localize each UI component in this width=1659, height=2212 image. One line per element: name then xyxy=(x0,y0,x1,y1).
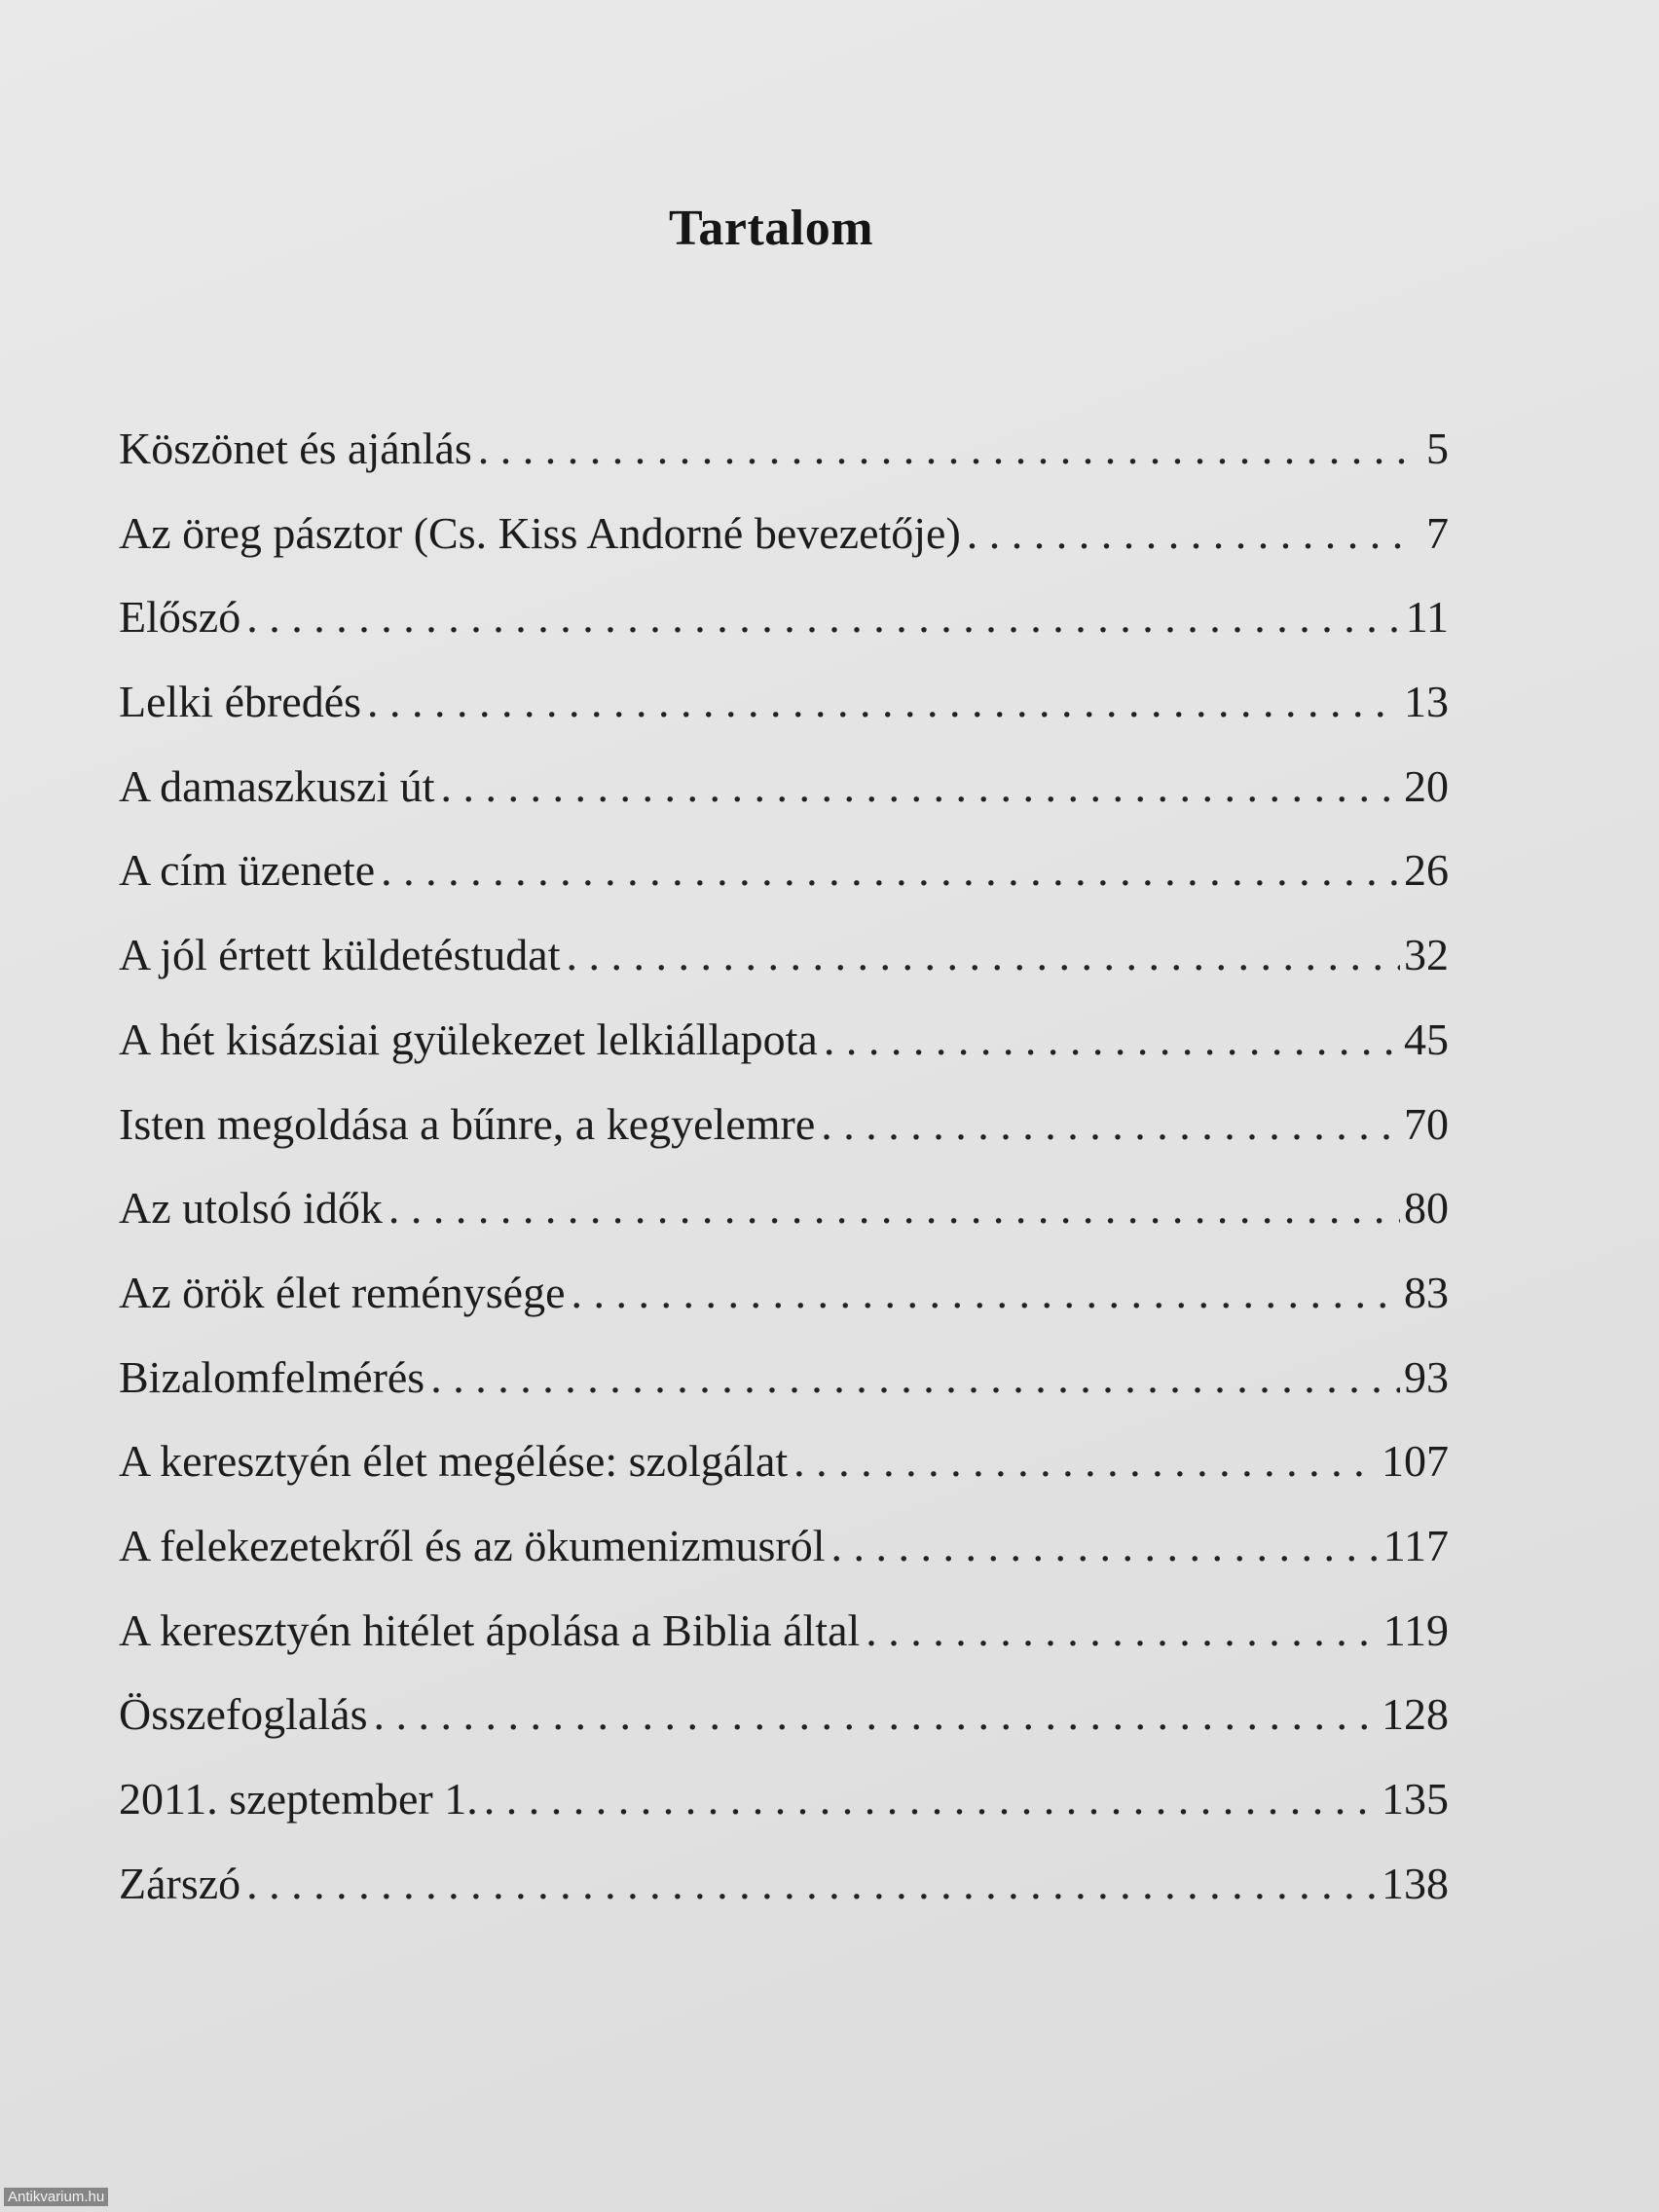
toc-entry-page: 80 xyxy=(1404,1183,1449,1234)
toc-entry xyxy=(119,1673,1449,1757)
dot-leader xyxy=(478,407,1406,492)
toc-entry-page: 119 xyxy=(1382,1604,1449,1655)
dot-leader xyxy=(373,1673,1378,1757)
toc-entry-title: 2011. szeptember 1. xyxy=(119,1774,478,1824)
toc-entry-title: Lelki ébredés xyxy=(119,677,362,727)
toc-entry-title: Az öreg pásztor (Cs. Kiss Andorné bevezetője) xyxy=(119,507,961,558)
toc-entry-page: 26 xyxy=(1404,845,1449,896)
toc-entry xyxy=(119,660,1449,745)
toc-entry xyxy=(119,1251,1449,1336)
toc-entry-title: A keresztyén élet megélése: szolgálat xyxy=(119,1436,789,1487)
toc-entry-page: 70 xyxy=(1404,1098,1449,1149)
dot-leader xyxy=(246,1842,1378,1927)
toc-entry xyxy=(119,407,1449,492)
toc-entry-title: Köszönet és ajánlás xyxy=(119,424,472,473)
toc-entry xyxy=(119,829,1449,913)
toc-entry xyxy=(119,1589,1449,1674)
dot-leader xyxy=(571,1251,1400,1336)
toc-entry-title: A keresztyén hitélet ápolása a Biblia által xyxy=(119,1604,861,1655)
toc-entry-page: 135 xyxy=(1382,1774,1449,1824)
toc-entry xyxy=(119,1336,1449,1420)
toc-entry-page: 107 xyxy=(1382,1436,1449,1487)
toc-entry-title: Zárszó xyxy=(119,1858,241,1908)
toc-entry-title: Az örök élet reménysége xyxy=(119,1267,566,1317)
toc-entry xyxy=(119,492,1449,576)
toc-entry xyxy=(119,1166,1449,1251)
toc-entry-title: A cím üzenete xyxy=(119,845,376,896)
dot-leader xyxy=(246,575,1402,660)
toc-entry-page: 93 xyxy=(1404,1351,1449,1402)
toc-entry-page: 5 xyxy=(1426,424,1449,473)
toc-entry-page: 7 xyxy=(1426,507,1449,558)
toc-entry xyxy=(119,998,1449,1083)
dot-leader xyxy=(388,1166,1400,1251)
toc-entry-page: 117 xyxy=(1382,1520,1449,1570)
toc-entry-title: Előszó xyxy=(119,592,241,643)
toc-entry-title: A felekezetekről és az ökumenizmusról xyxy=(119,1520,826,1570)
toc-entry xyxy=(119,1842,1449,1927)
toc-entry xyxy=(119,1504,1449,1589)
dot-leader xyxy=(367,660,1400,745)
toc-entry-page: 13 xyxy=(1404,677,1449,727)
toc-entry xyxy=(119,575,1449,660)
table-of-contents xyxy=(119,407,1449,1926)
toc-entry-title: Összefoglalás xyxy=(119,1689,368,1740)
dot-leader xyxy=(824,998,1400,1083)
dot-leader xyxy=(831,1504,1380,1589)
toc-entry xyxy=(119,745,1449,830)
toc-entry xyxy=(119,1757,1449,1842)
toc-entry-title: Bizalomfelmérés xyxy=(119,1351,425,1402)
dot-leader xyxy=(441,745,1401,830)
dot-leader xyxy=(967,492,1406,576)
dot-leader xyxy=(430,1336,1400,1420)
watermark: Antikvarium.hu xyxy=(4,2188,108,2206)
toc-entry-page: 45 xyxy=(1404,1014,1449,1064)
toc-entry-page: 83 xyxy=(1404,1267,1449,1317)
toc-entry xyxy=(119,1083,1449,1167)
dot-leader xyxy=(866,1589,1379,1674)
dot-leader xyxy=(381,829,1400,913)
toc-entry-title: A hét kisázsiai gyülekezet lelkiállapota xyxy=(119,1014,818,1064)
dot-leader xyxy=(484,1757,1378,1842)
toc-entry-title: Isten megoldása a bűnre, a kegyelemre xyxy=(119,1098,816,1149)
page-title: Tartalom xyxy=(668,201,874,256)
toc-entry-title: Az utolsó idők xyxy=(119,1183,383,1234)
dot-leader xyxy=(567,913,1400,998)
toc-entry xyxy=(119,913,1449,998)
toc-entry-page: 11 xyxy=(1405,592,1449,643)
toc-entry xyxy=(119,1419,1449,1504)
toc-entry-page: 138 xyxy=(1382,1858,1449,1908)
dot-leader xyxy=(793,1419,1378,1504)
toc-entry-page: 20 xyxy=(1404,760,1449,811)
toc-entry-title: A jól értett küldetéstudat xyxy=(119,930,561,980)
toc-entry-title: A damaszkuszi út xyxy=(119,760,435,811)
dot-leader xyxy=(821,1083,1400,1167)
toc-entry-page: 128 xyxy=(1382,1689,1449,1740)
toc-entry-page: 32 xyxy=(1404,930,1449,980)
